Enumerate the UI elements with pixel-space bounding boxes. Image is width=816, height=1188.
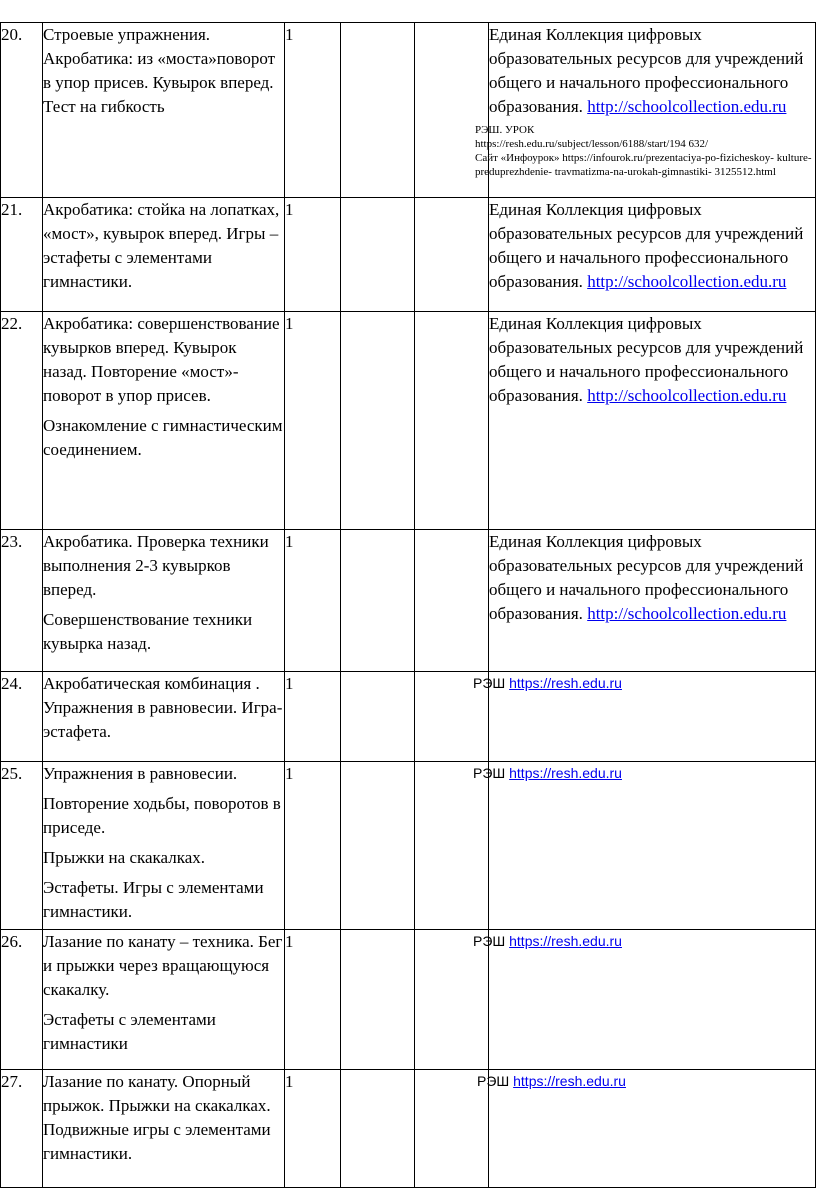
topic-paragraph: Акробатика: совершенствование кувырков вперед. Кувырок назад. Повторение «мост»-поворот в упор присев. [43,314,280,405]
topic-paragraph: Ознакомление с гимнастическим соединением. [43,416,283,459]
lesson-number: 25. [1,762,43,930]
resh-label: РЭШ [473,933,506,949]
collection-link[interactable]: http://schoolcollection.edu.ru [587,97,787,116]
date-fact-cell [415,312,489,530]
topic-paragraph: Эстафеты. Игры с элементами гимнастики. [43,878,264,921]
lesson-hours: 1 [285,762,341,930]
collection-link[interactable]: http://schoolcollection.edu.ru [587,604,787,623]
collection-link[interactable]: http://schoolcollection.edu.ru [587,272,787,291]
lesson-number: 23. [1,530,43,672]
lesson-hours: 1 [285,672,341,762]
lesson-topic [43,312,285,530]
lesson-number: 27. [1,1070,43,1188]
table-row [1,1070,816,1188]
table-row [1,530,816,672]
topic-paragraph: Акробатика. Проверка техники выполнения 2-3 кувырков вперед. [43,532,269,599]
resh-link[interactable]: https://resh.edu.ru [509,765,622,781]
digital-resources [473,930,816,1070]
extra-resources [475,123,815,197]
resh-resource [473,674,815,692]
topic-paragraph: Акробатика: стойка на лопатках, «мост», кувырок вперед. Игры – эстафеты с элементами гимнастики. [43,200,280,291]
lesson-topic [43,23,285,198]
date-plan-cell [341,23,415,198]
collection-link[interactable]: http://schoolcollection.edu.ru [587,386,787,405]
collection-description [489,312,815,408]
collection-description [489,198,815,294]
collection-text: Единая Коллекция цифровых образовательных ресурсов для учреждений общего и начального профессионального образования. [489,200,804,291]
date-plan-cell [341,530,415,672]
digital-resources [489,198,816,312]
digital-resources [477,1070,816,1188]
extra-resource-line[interactable]: Сайт «Инфоурок» https://infourok.ru/prezentaciya-po-fizicheskoy- kulture-preduprezhdenie- travmatizma-na-urokah-gimnastiki- 3125512.html [475,152,812,178]
topic-paragraph: Прыжки на скакалках. [43,848,206,867]
digital-resources [489,312,816,530]
topic-paragraph: Эстафеты с элементами гимнастики [43,1010,216,1053]
topic-paragraph: Повторение ходьбы, поворотов в приседе. [43,794,281,837]
lesson-hours: 1 [285,23,341,198]
table-row [1,312,816,530]
digital-resources [473,672,816,762]
collection-text: Единая Коллекция цифровых образовательных ресурсов для учреждений общего и начального профессионального образования. [489,532,804,623]
collection-text: Единая Коллекция цифровых образовательных ресурсов для учреждений общего и начального профессионального образования. [489,314,804,405]
lesson-hours: 1 [285,1070,341,1188]
lesson-topic [43,198,285,312]
date-plan-cell [341,672,415,762]
resh-resource [477,1072,815,1090]
lesson-number: 22. [1,312,43,530]
date-fact-cell [415,762,489,930]
resh-link[interactable]: https://resh.edu.ru [509,675,622,691]
table-row [1,198,816,312]
table-row [1,930,816,1070]
resh-link[interactable]: https://resh.edu.ru [509,933,622,949]
digital-resources [475,23,816,198]
lesson-number: 24. [1,672,43,762]
digital-resources [489,530,816,672]
date-plan-cell [341,1070,415,1188]
lesson-topic [43,762,285,930]
lesson-hours: 1 [285,312,341,530]
lesson-hours: 1 [285,930,341,1070]
lesson-number: 20. [1,23,43,198]
extra-resource-line: РЭШ. УРОК [475,124,535,136]
date-fact-cell [415,198,489,312]
digital-resources [473,762,816,930]
table-row [1,672,816,762]
topic-paragraph: Строевые упражнения. Акробатика: из «моста»поворот в упор присев. Кувырок вперед. Тест на гибкость [43,25,276,116]
resh-resource [473,764,815,782]
resh-label: РЭШ [473,675,506,691]
resh-link[interactable]: https://resh.edu.ru [513,1073,626,1089]
topic-paragraph: Упражнения в равновесии. [43,764,238,783]
lesson-topic [43,1070,285,1188]
lesson-plan-body [1,23,816,1188]
lesson-hours: 1 [285,530,341,672]
date-plan-cell [341,930,415,1070]
extra-resource-line[interactable]: https://resh.edu.ru/subject/lesson/6188/start/194 632/ [475,138,709,150]
table-row [1,762,816,930]
lesson-topic [43,672,285,762]
date-plan-cell [341,762,415,930]
date-plan-cell [341,312,415,530]
collection-text: Единая Коллекция цифровых образовательных ресурсов для учреждений общего и начального профессионального образования. [489,25,804,116]
topic-paragraph: Акробатическая комбинация . Упражнения в равновесии. Игра-эстафета. [43,674,283,741]
lesson-plan-table [0,22,816,1188]
lesson-topic [43,530,285,672]
collection-description [489,23,815,119]
lesson-number: 26. [1,930,43,1070]
lesson-hours: 1 [285,198,341,312]
lesson-topic [43,930,285,1070]
date-fact-cell [415,530,489,672]
lesson-number: 21. [1,198,43,312]
resh-label: РЭШ [473,765,506,781]
topic-paragraph: Лазание по канату – техника. Бег и прыжки через вращающуюся скакалку. [43,932,283,999]
resh-resource [473,932,815,950]
topic-paragraph: Совершенствование техники кувырка назад. [43,610,253,653]
topic-paragraph: Лазание по канату. Опорный прыжок. Прыжки на скакалках. Подвижные игры с элементами гимнастики. [43,1072,271,1163]
table-row [1,23,816,198]
resh-label: РЭШ [477,1073,510,1089]
date-plan-cell [341,198,415,312]
collection-description [489,530,815,626]
date-fact-cell [415,930,489,1070]
